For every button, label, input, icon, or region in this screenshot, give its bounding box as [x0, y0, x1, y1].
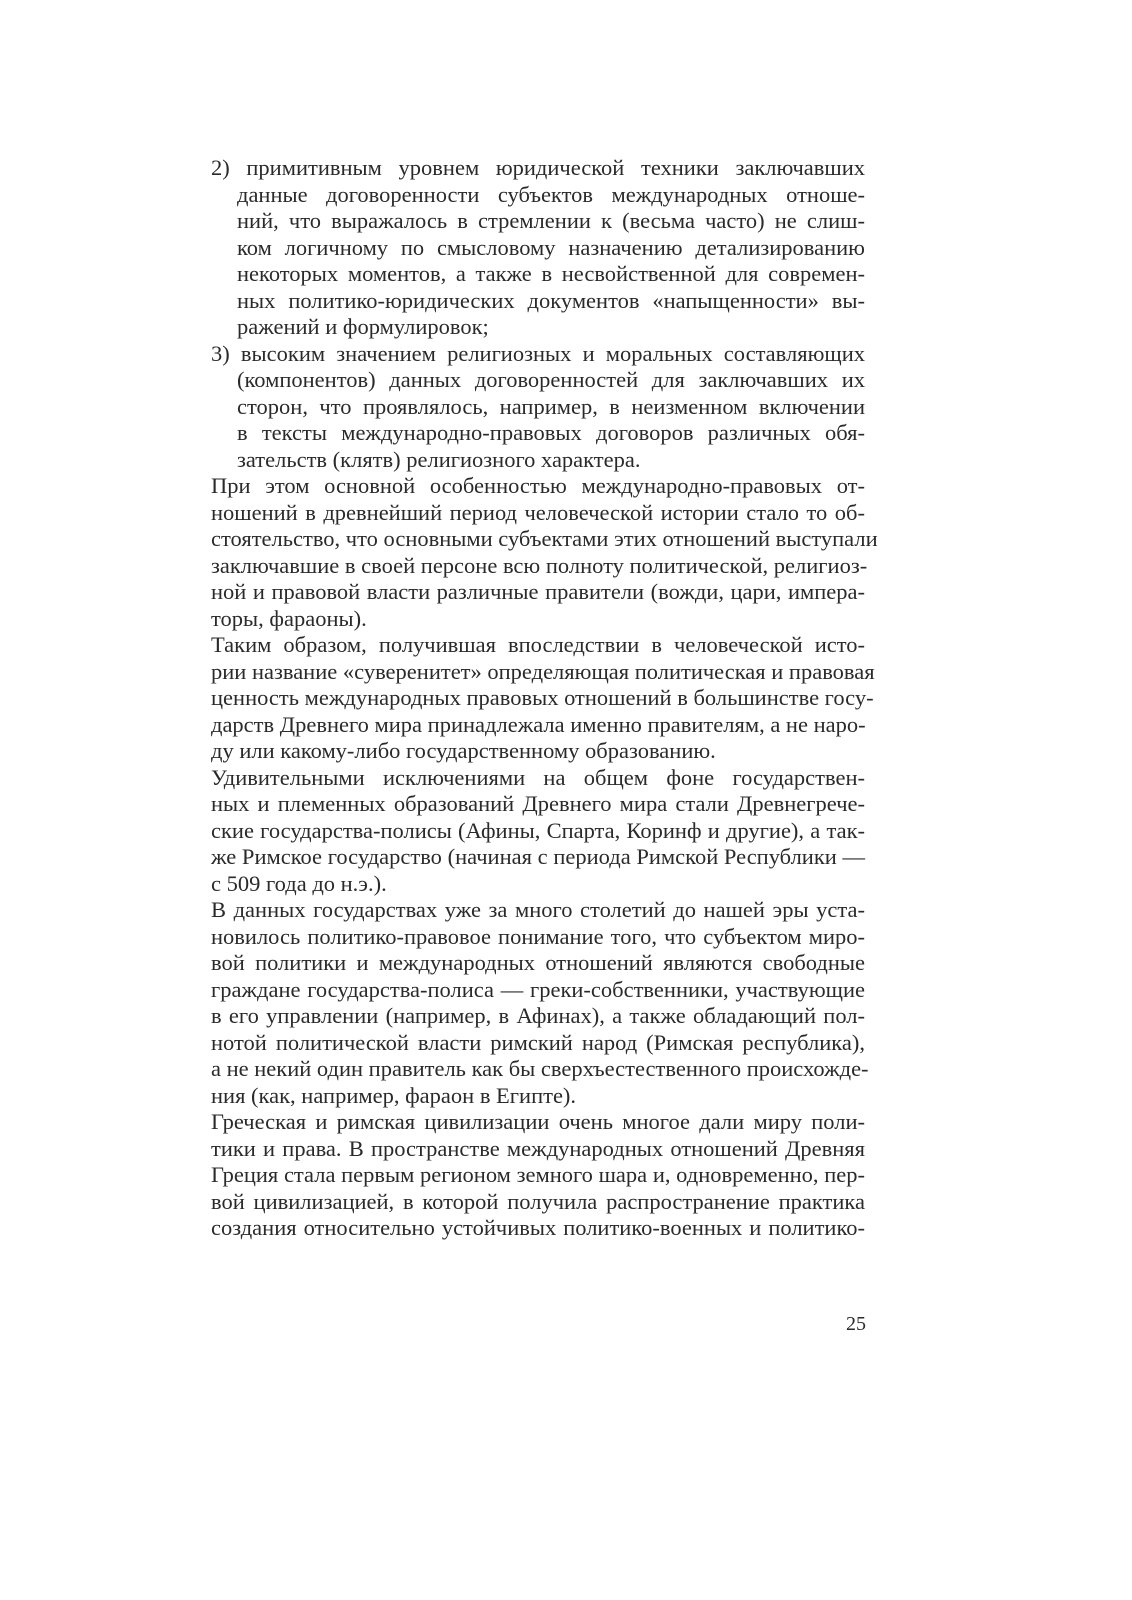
text-line: Таким образом, получившая впоследствии в человеческой исто-: [211, 632, 865, 657]
text-line: Греция стала первым регионом земного шара и, одновременно, пер-: [211, 1162, 865, 1187]
text-line: Греческая и римская цивилизации очень многое дали миру поли-: [211, 1109, 865, 1134]
text-line: зательств (клятв) религиозного характера.: [237, 446, 641, 472]
text-line: некоторых моментов, а также в несвойственной для современ-: [237, 261, 865, 286]
text-line: сторон, что проявлялось, например, в неизменном включении: [237, 393, 865, 419]
text-line: 3) высоким значением религиозных и моральных составляющих: [211, 340, 865, 366]
paragraph: [211, 632, 875, 765]
text-line: (компонентов) данных договоренностей для заключавших их: [237, 367, 865, 392]
text-line: ношений в древнейший период человеческой истории стало то об-: [211, 499, 865, 525]
text-line: в тексты международно-правовых договоров различных обя-: [237, 420, 865, 445]
page-body: [211, 155, 878, 1242]
text-line: ных и племенных образований Древнего мира стали Древнегрече-: [211, 791, 865, 816]
text-line: граждане государства-полиса — греки-собственники, участвующие: [211, 976, 865, 1002]
list-item: [211, 155, 865, 341]
text-line: ний, что выражалось в стремлении к (весьма часто) не слиш-: [237, 208, 865, 233]
text-line: ражений и формулировок;: [237, 314, 489, 339]
paragraph: [211, 473, 878, 632]
list-item: [211, 341, 865, 474]
text-line: дарств Древнего мира принадлежала именно правителям, а не наро-: [211, 711, 866, 737]
text-line: В данных государствах уже за много столетий до нашей эры уста-: [211, 897, 865, 922]
text-line: с 509 года до н.э.).: [211, 870, 387, 896]
text-line: же Римское государство (начиная с периода Римской Республики —: [211, 844, 865, 869]
text-line: заключавшие в своей персоне всю полноту политической, религиоз-: [211, 552, 868, 578]
text-line: При этом основной особенностью международно-правовых от-: [211, 473, 865, 498]
text-line: ду или какому-либо государственному образованию.: [211, 738, 716, 763]
text-line: стоятельство, что основными субъектами этих отношений выступали: [211, 526, 878, 551]
text-line: ных политико-юридических документов «напыщенности» вы-: [237, 287, 865, 313]
page-number: 25: [846, 1313, 866, 1335]
text-line: вой цивилизацией, в которой получила распространение практика: [211, 1188, 865, 1214]
text-line: Удивительными исключениями на общем фоне государствен-: [211, 764, 865, 790]
paragraph: [211, 897, 869, 1109]
text-line: рии название «суверенитет» определяющая политическая и правовая: [211, 658, 875, 684]
text-line: ценность международных правовых отношений в большинстве госу-: [211, 685, 874, 710]
text-line: ной и правовой власти различные правители (вожди, цари, импера-: [211, 579, 865, 604]
text-line: новилось политико-правовое понимание того, что субъектом миро-: [211, 923, 865, 949]
text-line: 2) примитивным уровнем юридической техники заключавших: [211, 155, 865, 180]
text-line: тики и права. В пространстве международных отношений Древняя: [211, 1135, 865, 1161]
paragraph: [211, 1109, 865, 1242]
text-line: данные договоренности субъектов международных отноше-: [237, 181, 865, 207]
paragraph: [211, 765, 865, 898]
text-line: ком логичному по смысловому назначению детализированию: [237, 234, 865, 260]
text-line: в его управлении (например, в Афинах), а также обладающий пол-: [211, 1003, 865, 1028]
text-line: создания относительно устойчивых политико-военных и политико-: [211, 1215, 865, 1240]
text-line: торы, фараоны).: [211, 605, 367, 631]
text-line: ния (как, например, фараон в Египте).: [211, 1082, 577, 1108]
text-line: ские государства-полисы (Афины, Спарта, Коринф и другие), а так-: [211, 817, 865, 843]
text-line: а не некий один правитель как бы сверхъестественного происхожде-: [211, 1056, 869, 1081]
text-line: нотой политической власти римский народ (Римская республика),: [211, 1029, 865, 1055]
text-line: вой политики и международных отношений являются свободные: [211, 950, 865, 975]
